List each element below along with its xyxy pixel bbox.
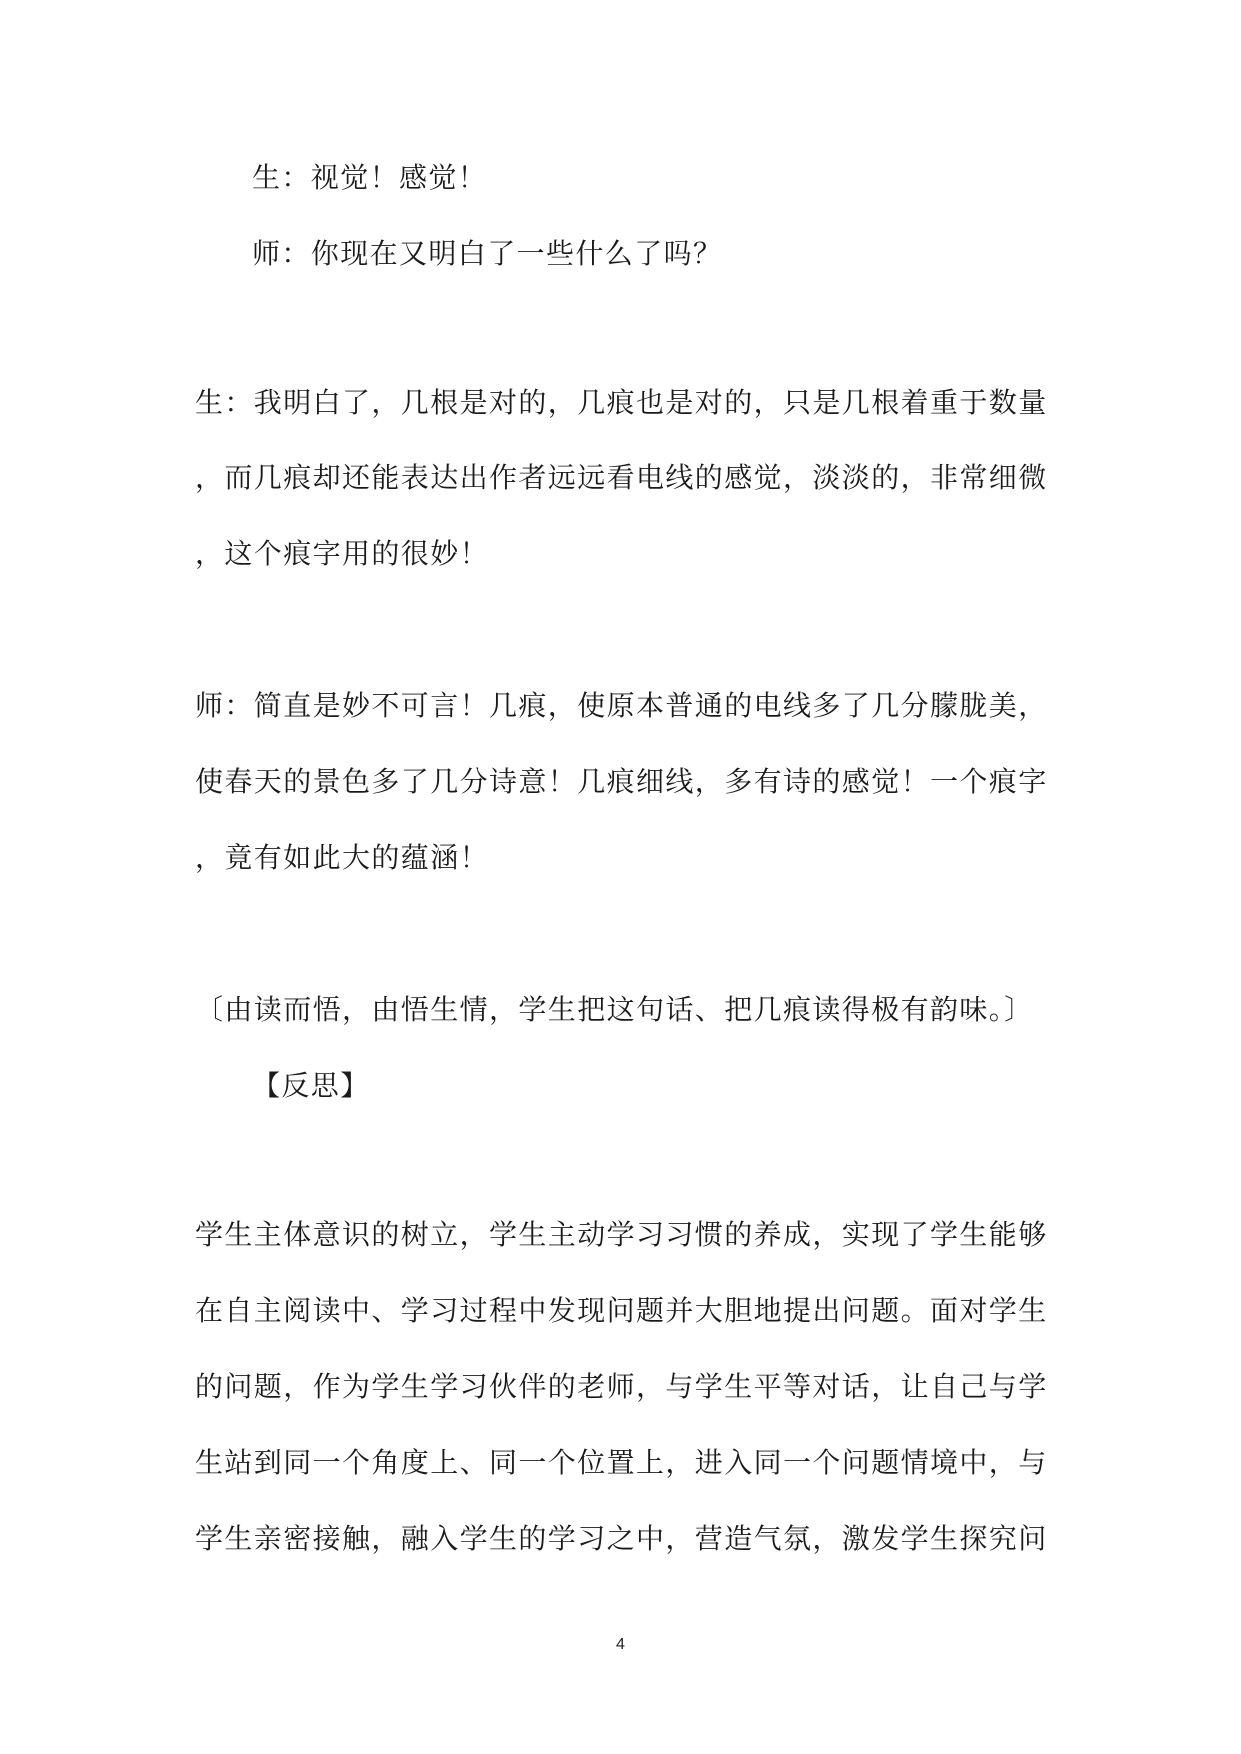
reflection-paragraph-line-1: 学生主体意识的树立，学生主动学习习惯的养成，实现了学生能够 (195, 1218, 1048, 1251)
dialogue-line-teacher-2c: ，竟有如此大的蕴涵！ (195, 841, 490, 874)
dialogue-line-teacher-2a: 师：简直是妙不可言！几痕，使原本普通的电线多了几分朦胧美， (195, 689, 1048, 722)
dialogue-line-student-2a: 生：我明白了，几根是对的，几痕也是对的，只是几根着重于数量 (195, 386, 1048, 419)
dialogue-line-student-2c: ，这个痕字用的很妙！ (195, 537, 490, 570)
dialogue-line-student-1: 生：视觉！感觉！ (252, 161, 488, 194)
reflection-paragraph-line-3: 的问题，作为学生学习伙伴的老师，与学生平等对话，让自己与学 (195, 1370, 1048, 1403)
reflection-paragraph-line-2: 在自主阅读中、学习过程中发现问题并大胆地提出问题。面对学生 (195, 1294, 1048, 1327)
reflection-paragraph-line-4: 生站到同一个角度上、同一个位置上，进入同一个问题情境中，与 (195, 1446, 1048, 1479)
reflection-paragraph-line-5: 学生亲密接触，融入学生的学习之中，营造气氛，激发学生探究问 (195, 1522, 1048, 1555)
section-heading-reflection: 【反思】 (252, 1069, 370, 1102)
page-number: 4 (616, 1636, 625, 1653)
dialogue-line-teacher-2b: 使春天的景色多了几分诗意！几痕细线，多有诗的感觉！一个痕字 (195, 765, 1048, 798)
dialogue-line-teacher-1: 师：你现在又明白了一些什么了吗？ (252, 237, 723, 270)
annotation-note: 〔由读而悟，由悟生情，学生把这句话、把几痕读得极有韵味。〕 (195, 993, 1034, 1026)
dialogue-line-student-2b: ，而几痕却还能表达出作者远远看电线的感觉，淡淡的，非常细微 (195, 461, 1048, 494)
